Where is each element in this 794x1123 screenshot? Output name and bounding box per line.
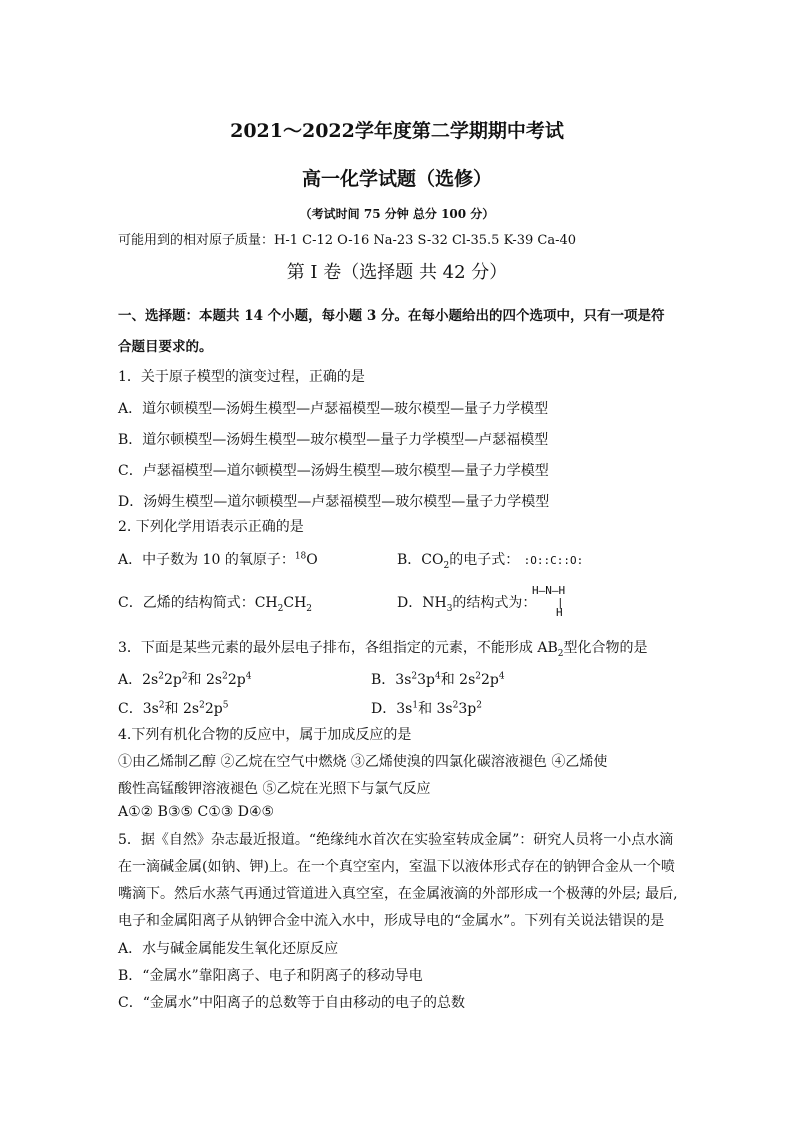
nh3-structure-bar: | (557, 596, 564, 609)
co2-electron-formula: :O::C::O: (523, 554, 584, 567)
q1-option-d: D．汤姆生模型—道尔顿模型—卢瑟福模型—玻尔模型—量子力学模型 (118, 494, 550, 510)
q1-option-a: A．道尔顿模型—汤姆生模型—卢瑟福模型—玻尔模型—量子力学模型 (118, 401, 549, 417)
q3-option-d: D．$3s^1$和 $3s^23p^2$ (371, 700, 482, 717)
q1-option-c: C．卢瑟福模型—道尔顿模型—汤姆生模型—玻尔模型—量子力学模型 (118, 463, 549, 479)
q5-option-b: B．“金属水”靠阳离子、电子和阴离子的移动导电 (118, 968, 423, 984)
q3-option-c: C．$3s^2$和 $2s^22p^5$ (118, 700, 229, 717)
exam-title: 2021～2022学年度第二学期期中考试 (230, 120, 564, 142)
q5-line3: 嘴滴下。然后水蒸气再通过管道进入真空室，在金属液滴的外部形成一个极薄的外层; 最后, (118, 886, 678, 902)
q4-line1: ①由乙烯制乙醇 ②乙烷在空气中燃烧 ③乙烯使溴的四氯化碳溶液褪色 ④乙烯使 (118, 754, 608, 770)
q2-option-c: C．乙烯的结构简式：$CH_2CH_2$ (118, 595, 313, 614)
q4-line2: 酸性高锰酸钾溶液褪色 ⑤乙烷在光照下与氯气反应 (118, 781, 431, 797)
exam-time-info: （考试时间 75 分钟 总分 100 分） (299, 207, 495, 221)
q3-option-a: A．$2s^22p^2$和 $2s^22p^4$ (118, 671, 252, 688)
q3-option-b: B．$3s^23p^4$和 $2s^22p^4$ (371, 671, 505, 688)
q1-stem: 1．关于原子模型的演变过程，正确的是 (118, 369, 365, 385)
section-heading-line2: 合题目要求的。 (118, 339, 213, 355)
nh3-structure-top: H—N—H (532, 584, 566, 597)
exam-subtitle: 高一化学试题（选修） (301, 168, 492, 190)
q2-option-d: D．$NH_3$的结构式为： (397, 595, 537, 614)
q5-line1: 5．据《自然》杂志最近报道。“绝缘纯水首次在实验室转成金属”：研究人员将一小点水滴 (118, 832, 674, 848)
q5-line4: 电子和金属阳离子从钠钾合金中流入水中，形成导电的“金属水”。下列有关说法错误的是 (118, 913, 665, 929)
q1-option-b: B．道尔顿模型—汤姆生模型—玻尔模型—量子力学模型—卢瑟福模型 (118, 432, 549, 448)
section-heading-line1: 一、选择题：本题共 14 个小题，每小题 3 分。在每小题给出的四个选项中，只有一项是符 (118, 308, 665, 324)
q3-stem: 3．下面是某些元素的最外层电子排布，各组指定的元素，不能形成 $AB_2$型化合物的是 (118, 640, 648, 659)
volume-title: 第 I 卷（选择题 共 42 分） (286, 262, 508, 283)
q5-line2: 在一滴碱金属(如钠、钾)上。在一个真空室内，室温下以液体形式存在的钠钾合金从一个喷 (118, 859, 675, 875)
q5-option-a: A．水与碱金属能发生氧化还原反应 (118, 941, 339, 957)
q4-options: A①② B③⑤ C①③ D④⑤ (118, 804, 275, 820)
atomic-masses: 可能用到的相对原子质量：H-1 C-12 O-16 Na-23 S-32 Cl-35.5 K-39 Ca-40 (118, 233, 577, 248)
q4-stem: 4.下列有机化合物的反应中，属于加成反应的是 (118, 727, 412, 743)
q2-stem: 2. 下列化学用语表示正确的是 (118, 519, 304, 535)
q5-option-c: C．“金属水”中阳离子的总数等于自由移动的电子的总数 (118, 995, 466, 1011)
nh3-structure-bottom: H (556, 606, 563, 619)
q2-option-b: B．$CO_2$的电子式： :O::C::O: (397, 552, 584, 571)
q2-option-a: A．中子数为 10 的氧原子：$^{18}$O (118, 551, 318, 568)
